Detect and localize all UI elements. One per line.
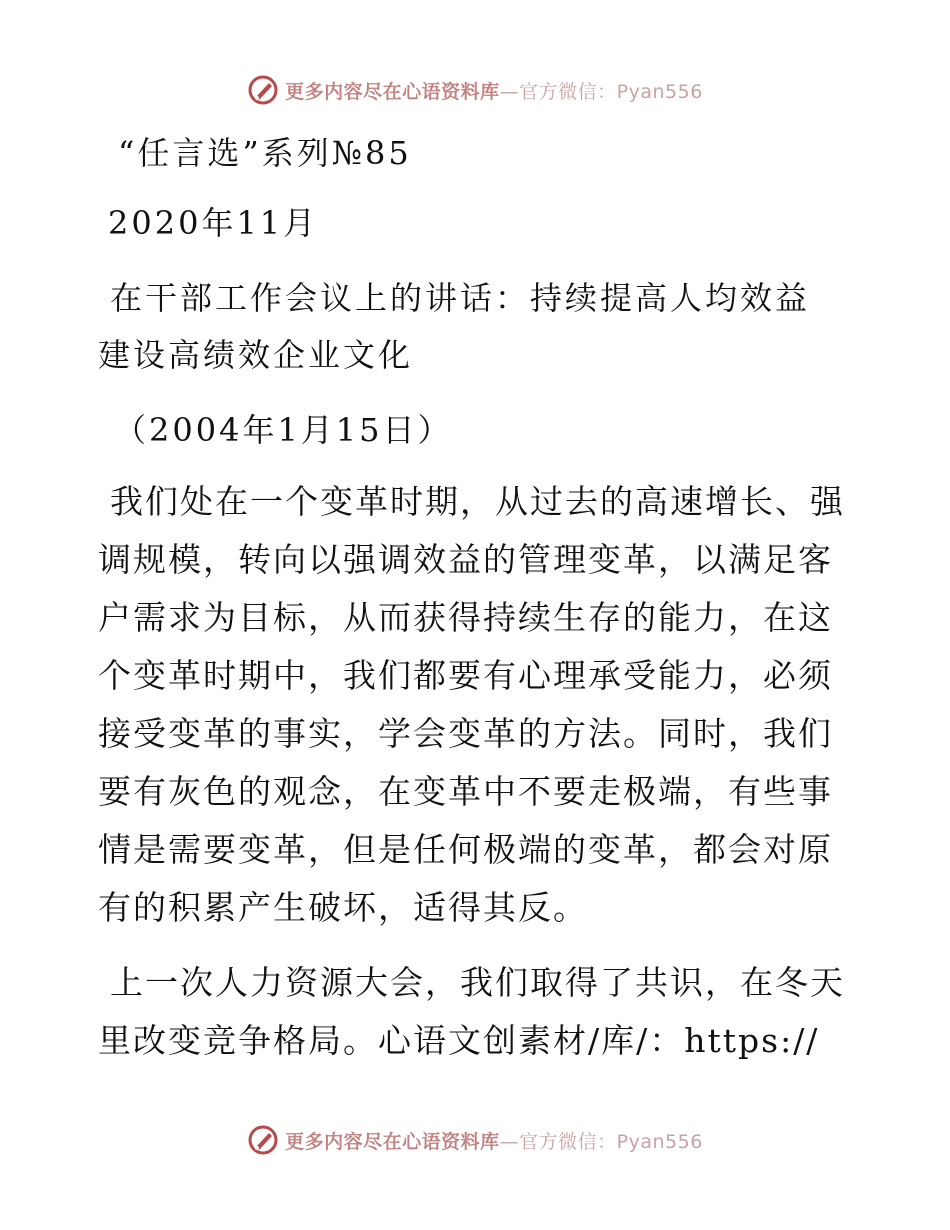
banner-brand: 更多内容尽在心语资料库 xyxy=(285,1130,500,1153)
banner-separator: — xyxy=(499,1130,520,1153)
watermark-banner-top xyxy=(0,70,950,110)
pen-logo-icon xyxy=(247,74,279,106)
banner-text xyxy=(285,77,703,104)
speech-title-line2: 建设高绩效企业文化 xyxy=(98,336,414,374)
paragraph-1: 我们处在一个变革时期，从过去的高速增长、强调规模，转向以强调效益的管理变革，以满足客户需求为目标，从而获得持续生存的能力，在这个变革时期中，我们都要有心理承受能力，必须接受变革的事实，学会变革的方法。同时，我们要有灰色的观念，在变革中不要走极端，有些事情是需要变革，但是任何极端的变革，都会对原有的积累产生破坏，适得其反。 xyxy=(98,482,845,927)
banner-text xyxy=(285,1127,703,1154)
paragraph-2: 上一次人力资源大会，我们取得了共识，在冬天里改变竞争格局。心语文创素材/库/：https:// xyxy=(98,963,845,1060)
banner-separator: — xyxy=(499,80,520,103)
banner-wechat: 官方微信：Pyan556 xyxy=(519,1130,703,1153)
banner-wechat: 官方微信：Pyan556 xyxy=(519,80,703,103)
series-label: “任言选”系列№85 xyxy=(118,134,412,172)
speech-title-line1: 在干部工作会议上的讲话：持续提高人均效益 xyxy=(110,279,811,317)
speech-date: （2004年1月15日） xyxy=(114,411,453,449)
pen-logo-icon xyxy=(247,1124,279,1156)
watermark-banner-bottom xyxy=(0,1120,950,1160)
banner-brand: 更多内容尽在心语资料库 xyxy=(285,80,500,103)
publish-date: 2020年11月 xyxy=(108,204,319,242)
